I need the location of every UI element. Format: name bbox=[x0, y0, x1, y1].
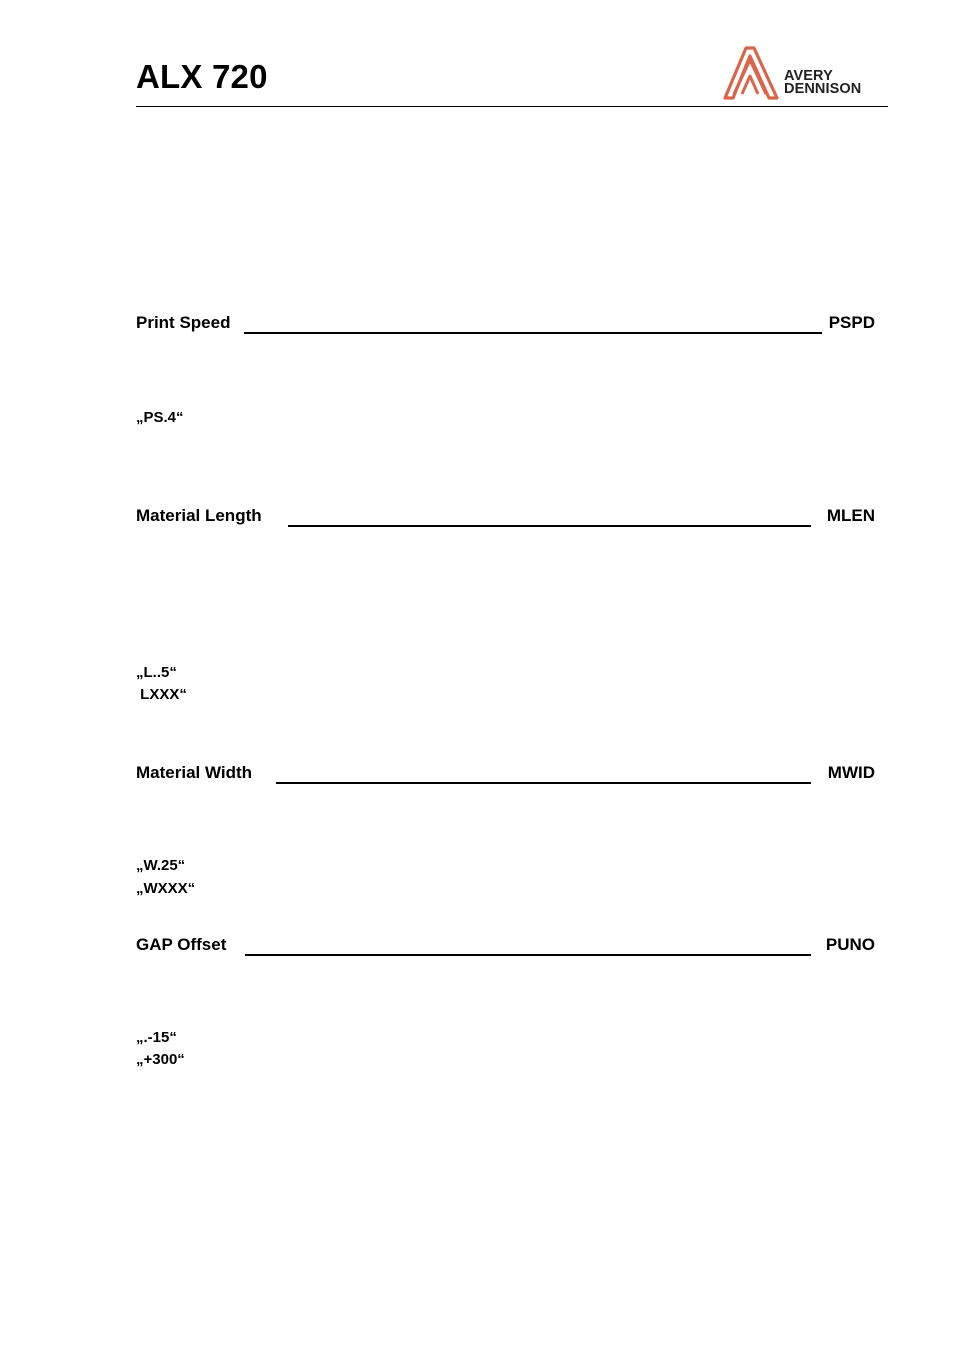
avery-dennison-logo bbox=[720, 44, 890, 102]
logo-word-dennison: DENNISON bbox=[784, 81, 862, 97]
param-heading-print-speed bbox=[136, 313, 875, 333]
param-code: PSPD bbox=[828, 313, 875, 332]
param-value: „PS.4“ bbox=[136, 409, 184, 426]
param-label: GAP Offset bbox=[136, 935, 227, 954]
param-leader-line bbox=[244, 332, 822, 334]
avery-dennison-logo-icon bbox=[720, 44, 782, 102]
param-code: MLEN bbox=[826, 506, 875, 525]
param-value: „L..5“ bbox=[136, 664, 177, 681]
param-value: „WXXX“ bbox=[136, 880, 196, 897]
param-label: Material Length bbox=[136, 506, 262, 525]
param-label: Material Width bbox=[136, 763, 253, 782]
param-leader-line bbox=[288, 525, 811, 527]
param-code: MWID bbox=[827, 763, 875, 782]
param-label: Print Speed bbox=[136, 313, 231, 332]
param-value: LXXX“ bbox=[136, 686, 187, 703]
param-code: PUNO bbox=[825, 935, 875, 954]
header-divider bbox=[136, 106, 888, 107]
param-heading-gap-offset bbox=[136, 935, 875, 955]
param-heading-material-length bbox=[136, 506, 875, 526]
logo-word-avery: AVERY bbox=[784, 68, 833, 84]
param-heading-material-width bbox=[136, 763, 875, 783]
logo-wordmark bbox=[784, 70, 861, 96]
param-value: „+300“ bbox=[136, 1051, 185, 1068]
param-value: „.-15“ bbox=[136, 1029, 177, 1046]
param-value: „W.25“ bbox=[136, 857, 186, 874]
param-leader-line bbox=[276, 782, 811, 784]
document-title: ALX 720 bbox=[136, 58, 268, 95]
param-leader-line bbox=[245, 954, 811, 956]
